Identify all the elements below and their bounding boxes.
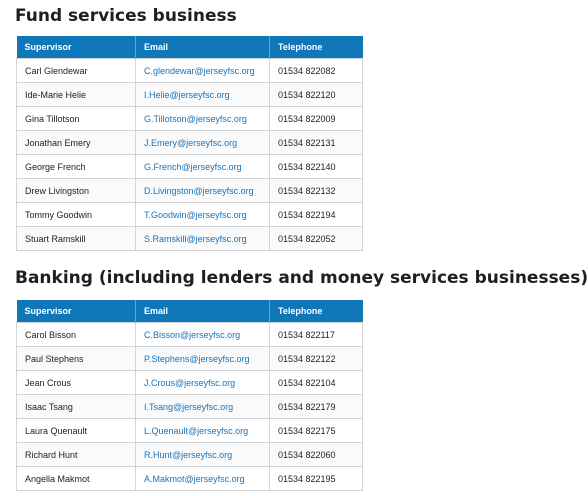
fund-services-heading: Fund services business bbox=[15, 6, 237, 26]
table-row bbox=[17, 347, 363, 371]
supervisor-name: Stuart Ramskill bbox=[17, 227, 136, 251]
table-row bbox=[17, 107, 363, 131]
table-row bbox=[17, 203, 363, 227]
email-link[interactable]: A.Makmot@jerseyfsc.org bbox=[136, 467, 270, 491]
supervisor-name: Carol Bisson bbox=[17, 323, 136, 347]
supervisor-name: Richard Hunt bbox=[17, 443, 136, 467]
email-link[interactable]: G.Tillotson@jerseyfsc.org bbox=[136, 107, 270, 131]
telephone-number: 01534 822122 bbox=[270, 347, 363, 371]
email-link[interactable]: I.Helie@jerseyfsc.org bbox=[136, 83, 270, 107]
telephone-number: 01534 822082 bbox=[270, 59, 363, 83]
column-header-telephone: Telephone bbox=[270, 300, 363, 323]
table-row bbox=[17, 179, 363, 203]
table-row bbox=[17, 467, 363, 491]
table-row bbox=[17, 371, 363, 395]
table-row bbox=[17, 83, 363, 107]
supervisor-name: Tommy Goodwin bbox=[17, 203, 136, 227]
email-link[interactable]: J.Emery@jerseyfsc.org bbox=[136, 131, 270, 155]
supervisor-name: Gina Tillotson bbox=[17, 107, 136, 131]
email-link[interactable]: S.Ramskill@jerseyfsc.org bbox=[136, 227, 270, 251]
table-row bbox=[17, 59, 363, 83]
email-link[interactable]: J.Crous@jerseyfsc.org bbox=[136, 371, 270, 395]
table-row bbox=[17, 395, 363, 419]
telephone-number: 01534 822175 bbox=[270, 419, 363, 443]
banking-table bbox=[16, 300, 363, 491]
telephone-number: 01534 822140 bbox=[270, 155, 363, 179]
table-row bbox=[17, 227, 363, 251]
telephone-number: 01534 822131 bbox=[270, 131, 363, 155]
table-header-row bbox=[17, 300, 363, 323]
supervisor-name: Ide-Marie Helie bbox=[17, 83, 136, 107]
email-link[interactable]: D.Livingston@jerseyfsc.org bbox=[136, 179, 270, 203]
table-row bbox=[17, 131, 363, 155]
telephone-number: 01534 822060 bbox=[270, 443, 363, 467]
telephone-number: 01534 822104 bbox=[270, 371, 363, 395]
fund-services-table-body bbox=[17, 59, 363, 251]
table-header-row bbox=[17, 36, 363, 59]
column-header-telephone: Telephone bbox=[270, 36, 363, 59]
supervisor-name: Drew Livingston bbox=[17, 179, 136, 203]
fund-services-table bbox=[16, 36, 363, 251]
telephone-number: 01534 822179 bbox=[270, 395, 363, 419]
table-row bbox=[17, 155, 363, 179]
email-link[interactable]: L.Quenault@jerseyfsc.org bbox=[136, 419, 270, 443]
email-link[interactable]: T.Goodwin@jerseyfsc.org bbox=[136, 203, 270, 227]
column-header-email: Email bbox=[136, 36, 270, 59]
supervisor-name: Laura Quenault bbox=[17, 419, 136, 443]
telephone-number: 01534 822195 bbox=[270, 467, 363, 491]
supervisor-name: Paul Stephens bbox=[17, 347, 136, 371]
table-row bbox=[17, 443, 363, 467]
supervisor-name: Jean Crous bbox=[17, 371, 136, 395]
table-row bbox=[17, 419, 363, 443]
supervisor-name: Angella Makmot bbox=[17, 467, 136, 491]
email-link[interactable]: R.Hunt@jerseyfsc.org bbox=[136, 443, 270, 467]
email-link[interactable]: I.Tsang@jerseyfsc.org bbox=[136, 395, 270, 419]
column-header-email: Email bbox=[136, 300, 270, 323]
telephone-number: 01534 822132 bbox=[270, 179, 363, 203]
banking-table-body bbox=[17, 323, 363, 491]
telephone-number: 01534 822117 bbox=[270, 323, 363, 347]
telephone-number: 01534 822009 bbox=[270, 107, 363, 131]
banking-heading: Banking (including lenders and money services businesses) bbox=[15, 268, 588, 288]
email-link[interactable]: P.Stephens@jerseyfsc.org bbox=[136, 347, 270, 371]
supervisor-name: Jonathan Emery bbox=[17, 131, 136, 155]
supervisor-name: Isaac Tsang bbox=[17, 395, 136, 419]
table-row bbox=[17, 323, 363, 347]
supervisor-name: Carl Glendewar bbox=[17, 59, 136, 83]
telephone-number: 01534 822194 bbox=[270, 203, 363, 227]
email-link[interactable]: G.French@jerseyfsc.org bbox=[136, 155, 270, 179]
telephone-number: 01534 822052 bbox=[270, 227, 363, 251]
email-link[interactable]: C.glendewar@jerseyfsc.org bbox=[136, 59, 270, 83]
column-header-supervisor: Supervisor bbox=[17, 300, 136, 323]
supervisor-name: George French bbox=[17, 155, 136, 179]
email-link[interactable]: C.Bisson@jerseyfsc.org bbox=[136, 323, 270, 347]
column-header-supervisor: Supervisor bbox=[17, 36, 136, 59]
telephone-number: 01534 822120 bbox=[270, 83, 363, 107]
